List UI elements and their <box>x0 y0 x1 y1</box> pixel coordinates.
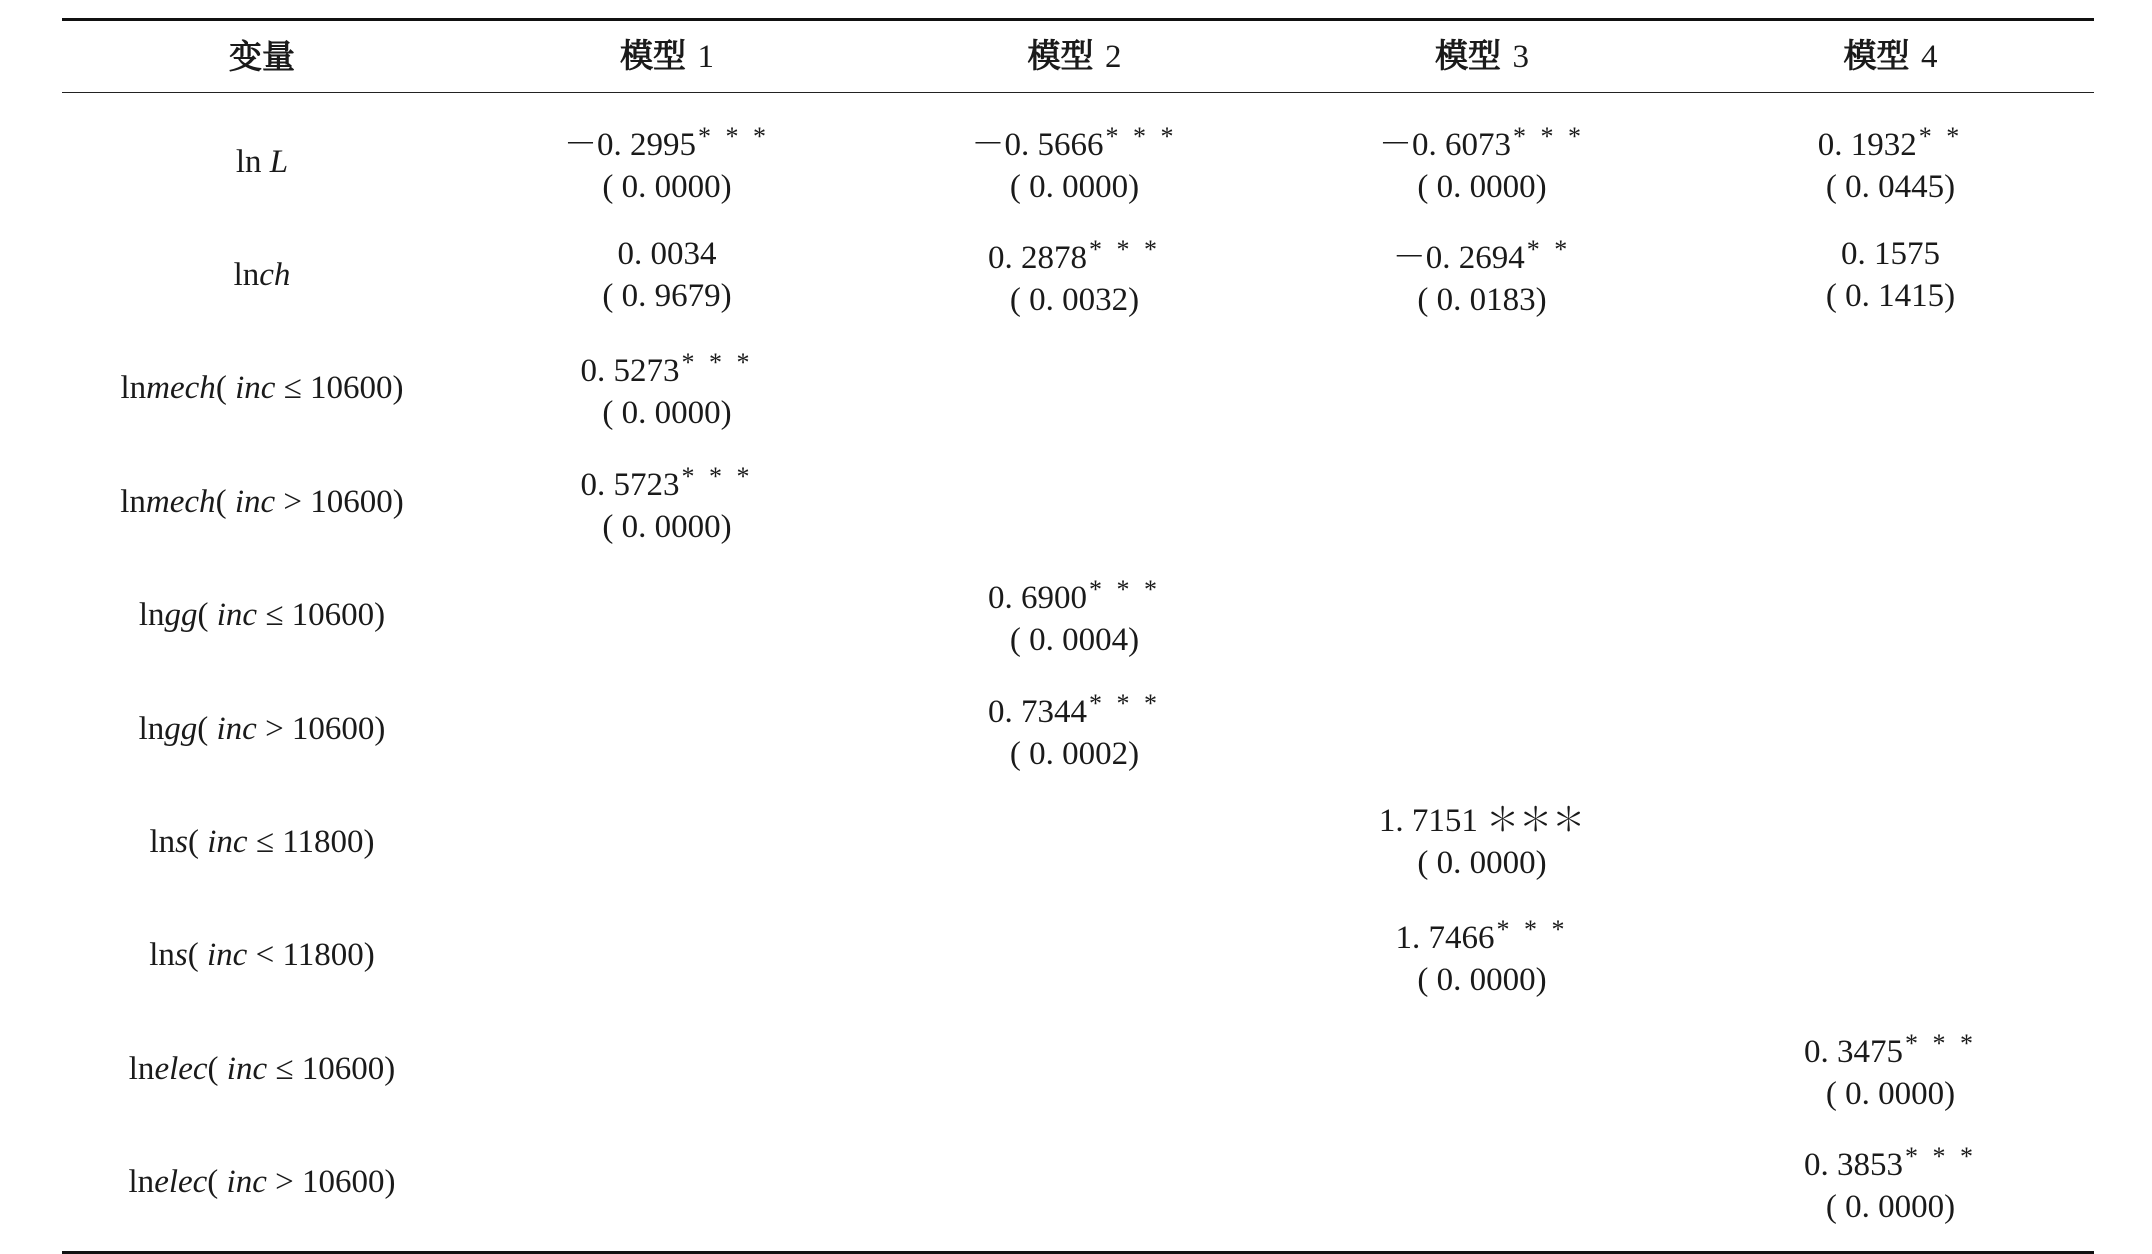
significance-stars: * * * <box>1089 235 1161 265</box>
p-value: ( 0. 0000) <box>1417 962 1547 999</box>
header-model-number: 4 <box>1921 39 1938 75</box>
table-row <box>62 672 2094 785</box>
significance-stars: * * * <box>681 348 754 378</box>
coefficient-value: 0. 1575 <box>1841 236 1940 273</box>
variable-paren: ( <box>188 824 208 861</box>
variable-name: ch <box>259 257 291 294</box>
coefficient-line <box>872 569 1277 619</box>
coefficient-line <box>1687 233 2094 275</box>
variable-cell <box>62 708 462 750</box>
significance-stars: * * * <box>1905 1142 1977 1172</box>
p-value: ( 0. 0004) <box>1009 622 1140 659</box>
p-value: ( 0. 0002) <box>1009 735 1140 772</box>
coefficient-cell <box>462 342 872 434</box>
variable-condition: inc <box>235 370 276 407</box>
variable-paren: ( <box>187 937 208 974</box>
coefficient-value: －0. 5666 <box>971 126 1104 163</box>
coefficient-line <box>1277 909 1687 959</box>
coefficient-value: －0. 2995 <box>564 126 696 163</box>
variable-prefix: ln <box>233 257 260 294</box>
variable-threshold: ≤ 10600) <box>267 1050 396 1087</box>
coefficient-line <box>872 683 1277 733</box>
table-row <box>62 559 2094 672</box>
coefficient-cell <box>872 683 1277 775</box>
coefficient-value: 0. 7344 <box>988 693 1087 730</box>
variable-paren: ( <box>207 1050 227 1087</box>
variable-paren: ( <box>215 370 236 407</box>
significance-stars: * * <box>1526 235 1572 265</box>
table-row <box>62 218 2094 331</box>
variable-condition: inc <box>234 483 276 520</box>
header-model-number: 1 <box>697 39 714 75</box>
variable-threshold: < 11800) <box>247 937 375 974</box>
variable-prefix: ln <box>149 824 176 861</box>
variable-condition: inc <box>216 710 257 747</box>
table-row <box>62 332 2094 445</box>
variable-cell <box>62 594 462 636</box>
variable-cell <box>62 821 462 863</box>
coefficient-value: －0. 6073 <box>1379 126 1511 163</box>
coefficient-value: －0. 2694 <box>1392 240 1525 277</box>
variable-prefix: ln <box>120 483 146 520</box>
p-value: ( 0. 0000) <box>1009 168 1140 205</box>
variable-prefix: ln <box>128 1164 155 1201</box>
coefficient-cell <box>1687 116 2094 208</box>
variable-cell <box>62 934 462 976</box>
variable-prefix: ln <box>138 710 165 747</box>
significance-stars: * * * <box>698 121 770 151</box>
header-model-1 <box>462 35 872 78</box>
variable-prefix: ln <box>120 370 147 407</box>
coefficient-cell <box>1687 233 2094 317</box>
coefficient-value: 0. 6900 <box>988 580 1087 617</box>
variable-name: s <box>175 824 189 861</box>
variable-prefix: ln <box>149 937 175 974</box>
variable-cell <box>62 141 462 183</box>
variable-condition: inc <box>207 824 248 861</box>
significance-stars: * * <box>1918 121 1964 151</box>
coefficient-line <box>1687 1136 2094 1186</box>
header-model-2 <box>872 35 1277 78</box>
table-row <box>62 1126 2094 1239</box>
coefficient-cell <box>1277 116 1687 208</box>
variable-threshold: ≤ 10600) <box>257 597 386 634</box>
coefficient-value: 0. 2878 <box>988 240 1087 277</box>
variable-cell <box>62 481 462 523</box>
coefficient-value: 0. 5723 <box>580 466 680 503</box>
header-variable-label: 变量 <box>229 36 295 76</box>
coefficient-cell <box>1687 1023 2094 1115</box>
coefficient-line <box>872 116 1277 166</box>
table-row <box>62 899 2094 1012</box>
p-value: ( 0. 0000) <box>602 395 732 432</box>
p-value: ( 0. 0445) <box>1825 168 1956 205</box>
table-row <box>62 785 2094 898</box>
variable-threshold: > 10600) <box>275 483 404 520</box>
table-body <box>62 93 2094 1251</box>
coefficient-cell <box>872 569 1277 661</box>
header-model-4 <box>1687 35 2094 78</box>
variable-condition: inc <box>226 1164 267 1201</box>
coefficient-cell <box>872 229 1277 321</box>
header-model-number: 2 <box>1105 39 1122 75</box>
coefficient-line <box>462 342 872 392</box>
coefficient-value: 1. 7466 <box>1395 920 1495 957</box>
coefficient-line <box>462 116 872 166</box>
header-model-3 <box>1277 35 1687 78</box>
coefficient-cell <box>1277 909 1687 1001</box>
table-row <box>62 1012 2094 1125</box>
coefficient-line <box>1277 116 1687 166</box>
coefficient-cell <box>462 456 872 548</box>
variable-condition: inc <box>216 597 258 634</box>
coefficient-value: 0. 3475 <box>1804 1033 1903 1070</box>
variable-name: gg <box>164 710 198 747</box>
coefficient-value: 0. 1932 <box>1817 126 1917 163</box>
table-bottom-rule <box>62 1251 2094 1254</box>
coefficient-line <box>1687 1023 2094 1073</box>
variable-condition: inc <box>226 1050 268 1087</box>
header-variable <box>62 36 462 78</box>
variable-name: s <box>174 937 188 974</box>
coefficient-value: 1. 7151 ＊＊＊ <box>1378 803 1586 840</box>
variable-name: mech <box>146 370 216 407</box>
variable-prefix: ln <box>128 1050 155 1087</box>
variable-name: gg <box>164 597 198 634</box>
p-value: ( 0. 0000) <box>1825 1189 1956 1226</box>
coefficient-cell <box>462 233 872 317</box>
variable-cell <box>62 254 462 296</box>
coefficient-line <box>1277 800 1687 842</box>
variable-paren: ( <box>215 483 235 520</box>
variable-paren: ( <box>207 1164 227 1201</box>
regression-table <box>62 18 2094 1254</box>
variable-cell <box>62 1161 462 1203</box>
header-model-number: 3 <box>1512 39 1529 75</box>
variable-paren: ( <box>197 597 217 634</box>
variable-cell <box>62 1048 462 1090</box>
header-model-word: 模型 <box>620 36 686 75</box>
significance-stars: * * * <box>1089 575 1161 605</box>
variable-paren: ( <box>197 710 217 747</box>
coefficient-line <box>872 229 1277 279</box>
variable-name: mech <box>145 483 216 520</box>
p-value: ( 0. 0000) <box>602 168 732 205</box>
significance-stars: * * * <box>1105 121 1178 151</box>
variable-threshold: ≤ 11800) <box>247 824 375 861</box>
coefficient-cell <box>1687 1136 2094 1228</box>
coefficient-cell <box>462 116 872 208</box>
p-value: ( 0. 0183) <box>1417 282 1547 319</box>
p-value: ( 0. 0000) <box>1417 845 1547 882</box>
p-value: ( 0. 0000) <box>1417 168 1547 205</box>
coefficient-value: 0. 0034 <box>617 236 717 273</box>
variable-condition: inc <box>207 937 248 974</box>
header-model-word: 模型 <box>1027 36 1094 75</box>
table-row <box>62 445 2094 558</box>
coefficient-line <box>1277 229 1687 279</box>
variable-threshold: > 10600) <box>266 1164 396 1201</box>
variable-prefix: ln <box>138 597 165 634</box>
p-value: ( 0. 0000) <box>1825 1075 1956 1112</box>
p-value: ( 0. 0032) <box>1009 282 1140 319</box>
coefficient-line <box>1687 116 2094 166</box>
variable-prefix: ln <box>235 143 270 180</box>
coefficient-value: 0. 3853 <box>1804 1147 1903 1184</box>
significance-stars: * * * <box>1905 1028 1977 1058</box>
header-model-word: 模型 <box>1435 36 1501 75</box>
significance-stars: * * * <box>681 461 754 491</box>
p-value: ( 0. 0000) <box>602 508 732 545</box>
coefficient-cell <box>1277 800 1687 884</box>
table-row <box>62 105 2094 218</box>
p-value: ( 0. 9679) <box>602 278 732 315</box>
significance-stars: * * * <box>1089 688 1161 718</box>
variable-threshold: > 10600) <box>256 710 386 747</box>
coefficient-line <box>462 456 872 506</box>
coefficient-cell <box>1277 229 1687 321</box>
coefficient-cell <box>872 116 1277 208</box>
variable-threshold: ≤ 10600) <box>275 370 404 407</box>
p-value: ( 0. 1415) <box>1825 278 1956 315</box>
table-header-row <box>62 21 2094 92</box>
variable-name: L <box>269 143 289 180</box>
significance-stars: * * * <box>1496 915 1569 945</box>
significance-stars: * * * <box>1513 121 1585 151</box>
coefficient-value: 0. 5273 <box>580 353 680 390</box>
variable-name: elec <box>154 1164 208 1201</box>
variable-cell <box>62 367 462 409</box>
coefficient-line <box>462 233 872 275</box>
variable-name: elec <box>154 1050 208 1087</box>
header-model-word: 模型 <box>1843 36 1910 75</box>
